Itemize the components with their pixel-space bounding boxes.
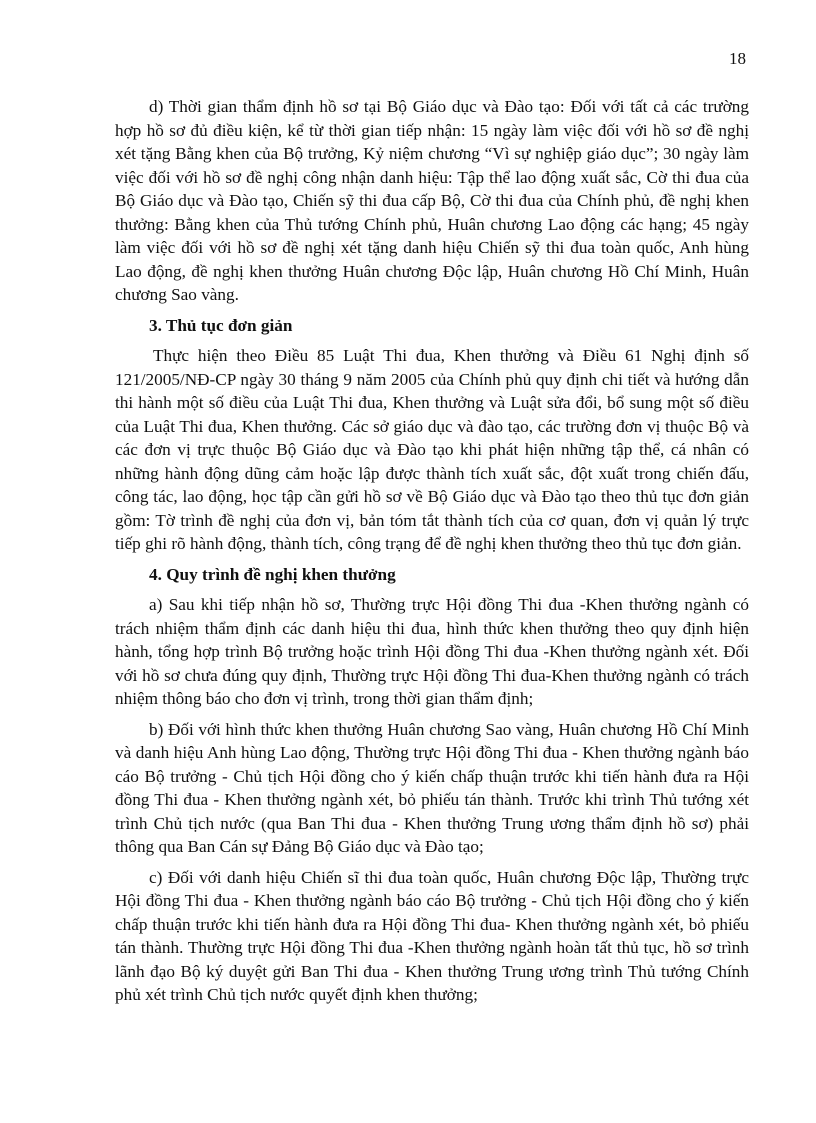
paragraph-section-4a: a) Sau khi tiếp nhận hồ sơ, Thường trực Hội đồng Thi đua -Khen thưởng ngành có trách nhiệm thẩm định các danh hiệu thi đua, hình thức khen thưởng theo quy định hiện hành, tổng hợp trình Bộ trưởng hoặc trình Hội đồng Thi đua -Khen thưởng ngành xét. Đối với hồ sơ chưa đúng quy định, Thường trực Hội đồng Thi đua-Khen thưởng ngành có trách nhiệm thông báo cho đơn vị trình, trong thời gian thẩm định; [115, 595, 749, 708]
heading-section-4: 4. Quy trình đề nghị khen thưởng [149, 564, 396, 584]
heading-section-3: 3. Thủ tục đơn giản [149, 315, 293, 335]
paragraph-section-4c: c) Đối với danh hiệu Chiến sĩ thi đua toàn quốc, Huân chương Độc lập, Thường trực Hội đồng Thi đua - Khen thưởng ngành báo cáo Bộ trưởng - Chủ tịch Hội đồng cho ý kiến chấp thuận trước khi tiến hành đưa ra Hội đồng Thi đua- Khen thưởng ngành xét, bỏ phiếu tán thành. Thường trực Hội đồng Thi đua -Khen thưởng ngành hoàn tất thủ tục, hồ sơ trình lãnh đạo Bộ ký duyệt gửi Ban Thi đua - Khen thưởng Trung ương trình Thủ tướng Chính phủ xét trình Chủ tịch nước quyết định khen thưởng; [115, 867, 749, 1004]
page-number: 18 [729, 49, 746, 68]
paragraph-section-3: Thực hiện theo Điều 85 Luật Thi đua, Khen thưởng và Điều 61 Nghị định số 121/2005/NĐ-CP ngày 30 tháng 9 năm 2005 của Chính phủ quy định chi tiết và hướng dẫn thi hành một số điều của Luật Thi đua, Khen thưởng và Luật sửa đổi, bổ sung một số điều của Luật Thi đua, Khen thưởng. Các sở giáo dục và đào tạo, các trường đơn vị thuộc Bộ và các đơn vị trực thuộc Bộ Giáo dục và Đào tạo khi phát hiện những tập thể, cá nhân có những hành động dũng cảm hoặc lập được thành tích xuất sắc, đột xuất trong chiến đấu, công tác, lao động, học tập cần gửi hồ sơ về Bộ Giáo dục và Đào tạo theo thủ tục đơn giản gồm: Tờ trình đề nghị của đơn vị, bản tóm tắt thành tích của cơ quan, đơn vị quản lý trực tiếp ghi rõ hành động, thành tích, công trạng để đề nghị khen thưởng theo thủ tục đơn giản. [115, 346, 749, 553]
document-body [115, 95, 749, 1014]
paragraph-section-4b: b) Đối với hình thức khen thưởng Huân chương Sao vàng, Huân chương Hồ Chí Minh và danh hiệu Anh hùng Lao động, Thường trực Hội đồng Thi đua - Khen thưởng ngành báo cáo Bộ trưởng - Chủ tịch Hội đồng cho ý kiến chấp thuận trước khi tiến hành đưa ra Hội đồng Thi đua - Khen thưởng ngành xét, bỏ phiếu tán thành. Trước khi trình Thủ tướng xét trình Chủ tịch nước (qua Ban Thi đua - Khen thưởng Trung ương thẩm định hồ sơ) phải thông qua Ban Cán sự Đảng Bộ Giáo dục và Đào tạo; [115, 719, 749, 856]
paragraph-section-d: d) Thời gian thẩm định hồ sơ tại Bộ Giáo dục và Đào tạo: Đối với tất cả các trường hợp hồ sơ đủ điều kiện, kể từ thời gian tiếp nhận: 15 ngày làm việc đối với hồ sơ đề nghị xét tặng Bằng khen của Bộ trưởng, Kỷ niệm chương “Vì sự nghiệp giáo dục”; 30 ngày làm việc đối với hồ sơ đề nghị công nhận danh hiệu: Tập thể lao động xuất sắc, Cờ thi đua của Bộ Giáo dục và Đào tạo, Chiến sỹ thi đua cấp Bộ, Cờ thi đua của Chính phủ, đề nghị khen thưởng: Bằng khen của Thủ tướng Chính phủ, Huân chương Lao động các hạng; 45 ngày làm việc đối với hồ sơ đề nghị xét tặng danh hiệu Chiến sỹ thi đua toàn quốc, Anh hùng Lao động, đề nghị khen thưởng Huân chương Độc lập, Huân chương Hồ Chí Minh, Huân chương Sao vàng. [115, 97, 749, 304]
